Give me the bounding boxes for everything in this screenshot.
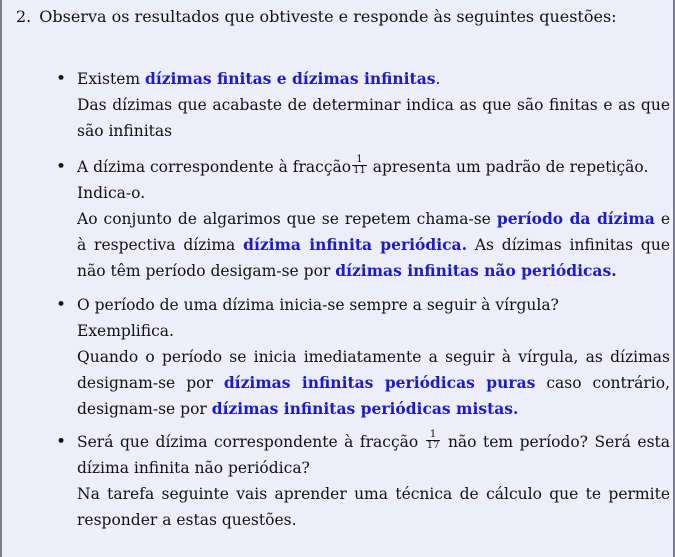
bullet-3-paragraph-2: Exemplifica. <box>77 322 174 340</box>
bullet-2-paragraph-3: Ao conjunto de algarimos que se repetem chama-se período da dízima e à respectiva dízima dízima infinita periódica. As dízimas infinitas que não têm período desigam-se por dízimas infinitas não periódicas. <box>77 209 671 280</box>
bullet-repetition-pattern <box>54 154 670 284</box>
fraction-numerator: 1 <box>352 155 367 166</box>
bullet-3-paragraph-3: Quando o período se inicia imediatamente a seguir à vírgula, as dízimas designam-se por dízimas infinitas periódicas puras caso contrário, designam-se por dízimas infinitas periódicas mistas. <box>77 348 671 418</box>
bullet-4-paragraph-1: • Será que dízima correspondente à fracção $\frac{1}{17}$ não tem período? Será esta dízima infinita não periódica? <box>77 428 671 477</box>
bullet-finite-infinite <box>54 66 670 144</box>
left-border <box>0 0 2 557</box>
bullet-2-paragraph-1: • A dízima correspondente à fracção $\frac{1}{11}$ apresenta um padrão de repetição. <box>77 153 649 176</box>
question-number: 2. <box>16 7 32 26</box>
fraction-numerator: 1 <box>426 430 441 441</box>
question-header <box>16 6 666 28</box>
bullet-3-paragraph-1: • O período de uma dízima inicia-se sempre a seguir à vírgula? <box>77 296 559 314</box>
highlight-term: dízima infinita periódica. <box>243 235 468 254</box>
bullet-2-paragraph-2: Indica-o. <box>77 184 146 202</box>
bullet-4-paragraph-2: Na tarefa seguinte vais aprender uma técnica de cálculo que te permite responder a estas questões. <box>77 485 670 529</box>
bullet-no-period <box>54 429 670 533</box>
bullet-1-paragraph-2: Das dízimas que acabaste de determinar indica as que são finitas e as que são infinitas <box>77 96 670 140</box>
fraction <box>352 155 367 176</box>
highlight-term: dízimas infinitas periódicas puras <box>223 373 536 392</box>
bullet-period-start <box>54 292 670 422</box>
bullet-1-paragraph-1: • Existem dízimas finitas e dízimas infinitas. <box>77 69 441 88</box>
bullet-list <box>54 66 670 543</box>
fraction-denominator: 11 <box>353 164 366 176</box>
highlight-term: dízimas finitas e dízimas infinitas <box>145 69 436 88</box>
fraction <box>426 430 441 451</box>
highlight-term: dízimas infinitas periódicas mistas. <box>211 399 519 418</box>
highlight-term: período da dízima <box>496 209 655 228</box>
highlight-term: dízimas infinitas não periódicas. <box>335 261 617 280</box>
fraction-denominator: 17 <box>426 439 440 451</box>
question-text: Observa os resultados que obtiveste e responde às seguintes questões: <box>39 7 617 26</box>
